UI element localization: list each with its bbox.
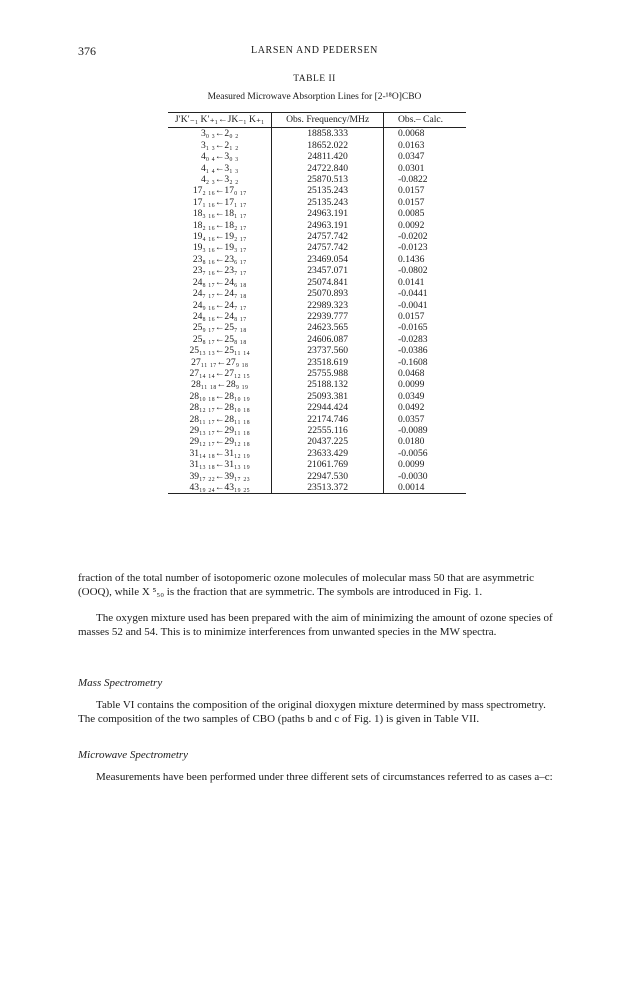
- cell-residual: 0.1436: [398, 253, 425, 265]
- cell-transition: 23₇ ₁₆←23₇ ₁₇: [168, 265, 272, 276]
- cell-transition: 24₈ ₁₆←24₈ ₁₇: [168, 311, 272, 322]
- table-row: [168, 265, 466, 276]
- table-row: [168, 151, 466, 162]
- cell-residual: 0.0099: [398, 379, 425, 391]
- cell-residual: -0.0283: [398, 333, 428, 345]
- section-heading-microwave-spectrometry: Microwave Spectrometry: [78, 749, 189, 761]
- table-row: [168, 231, 466, 242]
- cell-frequency: 24722.840: [272, 163, 384, 174]
- cell-frequency: 20437.225: [272, 436, 384, 447]
- cell-transition: 24₈ ₁₇←24₆ ₁₈: [168, 277, 272, 288]
- table-row: [168, 277, 466, 288]
- column-header-residual: Obs.– Calc.: [384, 113, 467, 128]
- cell-residual: 0.0099: [398, 459, 425, 471]
- cell-transition: 28₁₁ ₁₇←28₁₁ ₁₈: [168, 414, 272, 425]
- table-row: [168, 322, 466, 333]
- table-row: [168, 254, 466, 265]
- data-table: [168, 112, 466, 494]
- cell-frequency: 24757.742: [272, 242, 384, 253]
- table-row: [168, 459, 466, 470]
- cell-frequency: 22944.424: [272, 402, 384, 413]
- table-row: [168, 300, 466, 311]
- table-row: [168, 345, 466, 356]
- cell-transition: 3₀ ₃←2₀ ₂: [168, 128, 272, 140]
- table-row: [168, 436, 466, 447]
- table-row: [168, 185, 466, 196]
- cell-transition: 23₈ ₁₆←23₆ ₁₇: [168, 254, 272, 265]
- cell-frequency: 25093.381: [272, 391, 384, 402]
- cell-residual: 0.0157: [398, 185, 425, 197]
- cell-frequency: 23737.560: [272, 345, 384, 356]
- cell-frequency: 24811.420: [272, 151, 384, 162]
- cell-frequency: 25870.513: [272, 174, 384, 185]
- cell-frequency: 24606.087: [272, 334, 384, 345]
- table-row: [168, 379, 466, 390]
- cell-residual: 0.0163: [398, 139, 425, 151]
- cell-transition: 25₁₃ ₁₃←25₁₁ ₁₄: [168, 345, 272, 356]
- section-heading-mass-spectrometry: Mass Spectrometry: [78, 677, 163, 689]
- table-row: [168, 242, 466, 253]
- cell-residual: 0.0141: [398, 276, 425, 288]
- cell-frequency: 23518.619: [272, 357, 384, 368]
- cell-transition: 4₁ ₄←3₁ ₃: [168, 163, 272, 174]
- cell-transition: 29₁₃ ₁₇←29₁₁ ₁₈: [168, 425, 272, 436]
- cell-residual: -0.0165: [398, 322, 428, 334]
- cell-transition: 19₃ ₁₆←19₃ ₁₇: [168, 242, 272, 253]
- cell-residual: 0.0092: [398, 219, 425, 231]
- paragraph-microwave-spectrometry: Measurements have been performed under three different sets of circumstances referred to as cases a–c:: [96, 771, 553, 783]
- table-row: [168, 128, 466, 140]
- cell-residual: -0.0123: [398, 242, 428, 254]
- cell-residual: -0.0822: [398, 174, 428, 186]
- cell-residual: 0.0014: [398, 482, 425, 493]
- cell-residual: -0.0386: [398, 345, 428, 357]
- cell-transition: 3₁ ₃←2₁ ₂: [168, 140, 272, 151]
- table-row: [168, 425, 466, 436]
- cell-frequency: 24963.191: [272, 208, 384, 219]
- cell-frequency: 22947.530: [272, 471, 384, 482]
- table-header-row: [168, 113, 466, 128]
- table-caption: Measured Microwave Absorption Lines for [2-¹⁸O]CBO: [207, 92, 422, 102]
- cell-transition: 29₁₂ ₁₇←29₁₂ ₁₈: [168, 436, 272, 447]
- cell-frequency: 25074.841: [272, 277, 384, 288]
- cell-transition: 24₉ ₁₆←24₇ ₁₇: [168, 300, 272, 311]
- cell-transition: 43₁₉ ₂₄←43₁₉ ₂₅: [168, 482, 272, 494]
- cell-residual: -0.0202: [398, 231, 428, 243]
- cell-frequency: 23457.071: [272, 265, 384, 276]
- cell-transition: 17₂ ₁₆←17₀ ₁₇: [168, 185, 272, 196]
- cell-frequency: 25135.243: [272, 197, 384, 208]
- table-row: [168, 163, 466, 174]
- cell-frequency: 24623.565: [272, 322, 384, 333]
- cell-frequency: 25070.893: [272, 288, 384, 299]
- paragraph-mass-spectrometry: Table VI contains the composition of the original dioxygen mixture determined by mass spectrometry. The composition of the two samples of CBO (paths b and c of Fig. 1) is given in Table VII.: [78, 699, 546, 725]
- cell-residual: 0.0085: [398, 208, 425, 220]
- table-row: [168, 334, 466, 345]
- cell-residual: -0.0041: [398, 299, 428, 311]
- table-row: [168, 368, 466, 379]
- table-row: [168, 414, 466, 425]
- table-row: [168, 174, 466, 185]
- cell-transition: 27₁₄ ₁₄←27₁₂ ₁₅: [168, 368, 272, 379]
- cell-residual: -0.0441: [398, 288, 428, 300]
- page-number: 376: [78, 44, 96, 58]
- cell-transition: 25₈ ₁₇←25₈ ₁₈: [168, 334, 272, 345]
- cell-residual: 0.0157: [398, 196, 425, 208]
- cell-transition: 28₁₁ ₁₈←28₉ ₁₉: [168, 379, 272, 390]
- cell-transition: 17₁ ₁₆←17₁ ₁₇: [168, 197, 272, 208]
- table-row: [168, 482, 466, 494]
- cell-frequency: 22174.746: [272, 414, 384, 425]
- cell-transition: 19₄ ₁₆←19₂ ₁₇: [168, 231, 272, 242]
- cell-frequency: 23469.054: [272, 254, 384, 265]
- cell-frequency: 22555.116: [272, 425, 384, 436]
- table-row: [168, 208, 466, 219]
- cell-transition: 25₉ ₁₇←25₇ ₁₈: [168, 322, 272, 333]
- table-row: [168, 288, 466, 299]
- cell-transition: 18₃ ₁₆←18₁ ₁₇: [168, 208, 272, 219]
- cell-residual: 0.0357: [398, 413, 425, 425]
- cell-frequency: 24963.191: [272, 220, 384, 231]
- cell-transition: 18₂ ₁₆←18₂ ₁₇: [168, 220, 272, 231]
- cell-residual: 0.0301: [398, 162, 425, 174]
- table-row: [168, 220, 466, 231]
- table-row: [168, 402, 466, 413]
- cell-residual: 0.0492: [398, 402, 425, 414]
- table-row: [168, 448, 466, 459]
- cell-transition: 4₀ ₄←3₀ ₃: [168, 151, 272, 162]
- cell-transition: 39₁₇ ₂₂←39₁₇ ₂₃: [168, 471, 272, 482]
- cell-transition: 28₁₀ ₁₈←28₁₀ ₁₉: [168, 391, 272, 402]
- column-header-transition: J′K′₋₁ K′₊₁←JK₋₁ K₊₁: [168, 113, 272, 128]
- cell-transition: 24₇ ₁₇←24₇ ₁₈: [168, 288, 272, 299]
- running-head: LARSEN AND PEDERSEN: [251, 45, 378, 56]
- cell-residual: 0.0157: [398, 310, 425, 322]
- cell-residual: -0.0802: [398, 265, 428, 277]
- cell-transition: 31₁₃ ₁₈←31₁₃ ₁₉: [168, 459, 272, 470]
- table-row: [168, 140, 466, 151]
- cell-frequency: 18858.333: [272, 128, 384, 140]
- cell-frequency: 21061.769: [272, 459, 384, 470]
- cell-residual: -0.0056: [398, 447, 428, 459]
- cell-transition: 28₁₂ ₁₇←28₁₀ ₁₈: [168, 402, 272, 413]
- table-row: [168, 197, 466, 208]
- paragraph-symbols: fraction of the total number of isotopomeric ozone molecules of molecular mass 50 that are asymmetric (OOQ), while X ⁵₅₀ is the fraction that are symmetric. The symbols are introduced in Fig. 1.: [78, 572, 535, 598]
- cell-residual: -0.0089: [398, 424, 428, 436]
- table-row: [168, 357, 466, 368]
- paragraph-oxygen-mixture: The oxygen mixture used has been prepared with the aim of minimizing the amount of ozone species of masses 52 and 54. This is to minimize interferences from unwanted species in the MW spectra.: [78, 612, 553, 638]
- table-label: TABLE II: [293, 74, 336, 84]
- cell-residual: -0.1608: [398, 356, 428, 368]
- cell-transition: 31₁₄ ₁₈←31₁₂ ₁₉: [168, 448, 272, 459]
- cell-frequency: 18652.022: [272, 140, 384, 151]
- table-row: [168, 471, 466, 482]
- cell-frequency: 25755.988: [272, 368, 384, 379]
- cell-transition: 27₁₁ ₁₇←27₉ ₁₈: [168, 357, 272, 368]
- table-body: [168, 128, 466, 494]
- cell-residual: 0.0347: [398, 151, 425, 163]
- cell-frequency: 22989.323: [272, 300, 384, 311]
- column-header-frequency: Obs. Frequency/MHz: [272, 113, 384, 128]
- table-row: [168, 391, 466, 402]
- cell-frequency: 24757.742: [272, 231, 384, 242]
- cell-frequency: 23513.372: [272, 482, 384, 494]
- cell-residual: 0.0068: [398, 128, 425, 140]
- cell-residual: 0.0468: [398, 367, 425, 379]
- cell-frequency: 23633.429: [272, 448, 384, 459]
- cell-residual: -0.0030: [398, 470, 428, 482]
- cell-residual: 0.0349: [398, 390, 425, 402]
- cell-residual: 0.0180: [398, 436, 425, 448]
- cell-frequency: 25188.132: [272, 379, 384, 390]
- cell-frequency: 22939.777: [272, 311, 384, 322]
- cell-transition: 4₂ ₃←3₂ ₂: [168, 174, 272, 185]
- table-row: [168, 311, 466, 322]
- cell-frequency: 25135.243: [272, 185, 384, 196]
